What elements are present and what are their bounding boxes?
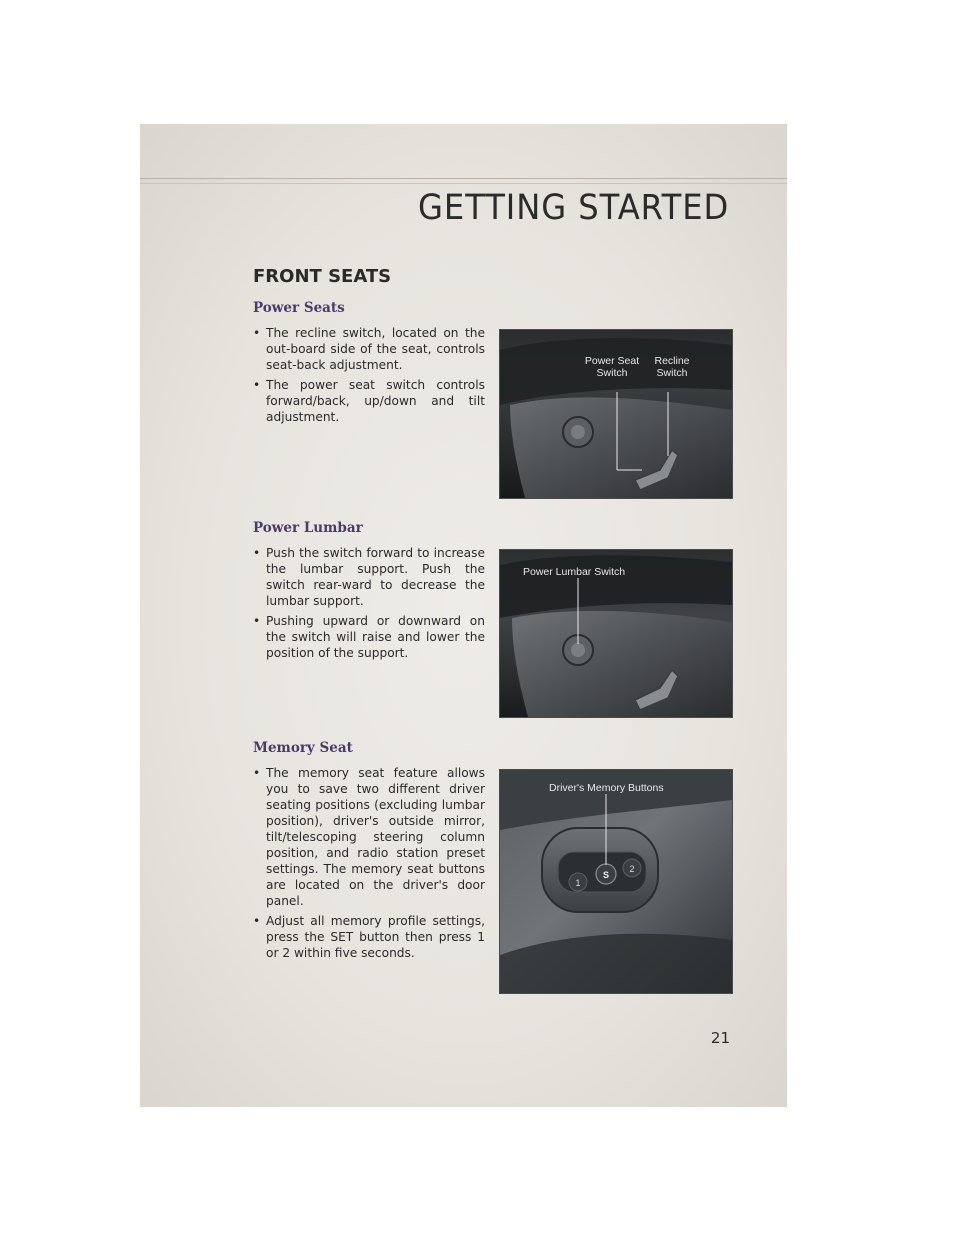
list-item: • The recline switch, located on the out-board side of the seat, controls seat-back adjustment.: [253, 325, 485, 373]
list-item: • Push the switch forward to increase the lumbar support. Push the switch rear-ward to decrease the lumbar support.: [253, 545, 485, 609]
chapter-title: GETTING STARTED: [417, 188, 729, 228]
power-seat-photo: [499, 329, 733, 499]
power-seat-switch-label-2: Switch: [596, 367, 628, 379]
list-item: • The memory seat feature allows you to save two different driver seating positions (excluding lumbar position), driver's outside mirror, tilt/telescoping steering column position, and radio station preset settings. The memory seat buttons are located on the driver's door panel.: [253, 765, 485, 909]
memory-button-2-label: 2: [629, 864, 635, 874]
list-item: • The power seat switch controls forward/back, up/down and tilt adjustment.: [253, 377, 485, 425]
power-lumbar-switch-label: Power Lumbar Switch: [523, 566, 626, 578]
list-item: • Adjust all memory profile settings, press the SET button then press 1 or 2 within five seconds.: [253, 913, 485, 961]
power-lumbar-heading: Power Lumbar: [253, 520, 363, 536]
power-seat-switch-label: Power Seat: [584, 355, 640, 367]
memory-seat-heading: Memory Seat: [253, 740, 353, 756]
manual-page: [140, 124, 787, 1107]
header-rule-secondary: [140, 183, 787, 184]
memory-button-1-label: 1: [575, 878, 581, 888]
power-seats-list: [253, 325, 485, 429]
power-seats-heading: Power Seats: [253, 300, 345, 316]
header-rule: [140, 178, 787, 179]
page-number: 21: [710, 1029, 730, 1047]
memory-seat-list: [253, 765, 485, 965]
recline-switch-label-2: Switch: [656, 367, 688, 379]
memory-buttons-label: Driver's Memory Buttons: [549, 782, 664, 794]
power-lumbar-photo: [499, 549, 733, 718]
list-item: • Pushing upward or downward on the switch will raise and lower the position of the support.: [253, 613, 485, 661]
power-lumbar-list: [253, 545, 485, 665]
memory-buttons-photo: [499, 769, 733, 994]
section-title: FRONT SEATS: [253, 266, 392, 287]
recline-switch-label: Recline: [654, 355, 690, 367]
set-button-label: S: [602, 870, 610, 880]
